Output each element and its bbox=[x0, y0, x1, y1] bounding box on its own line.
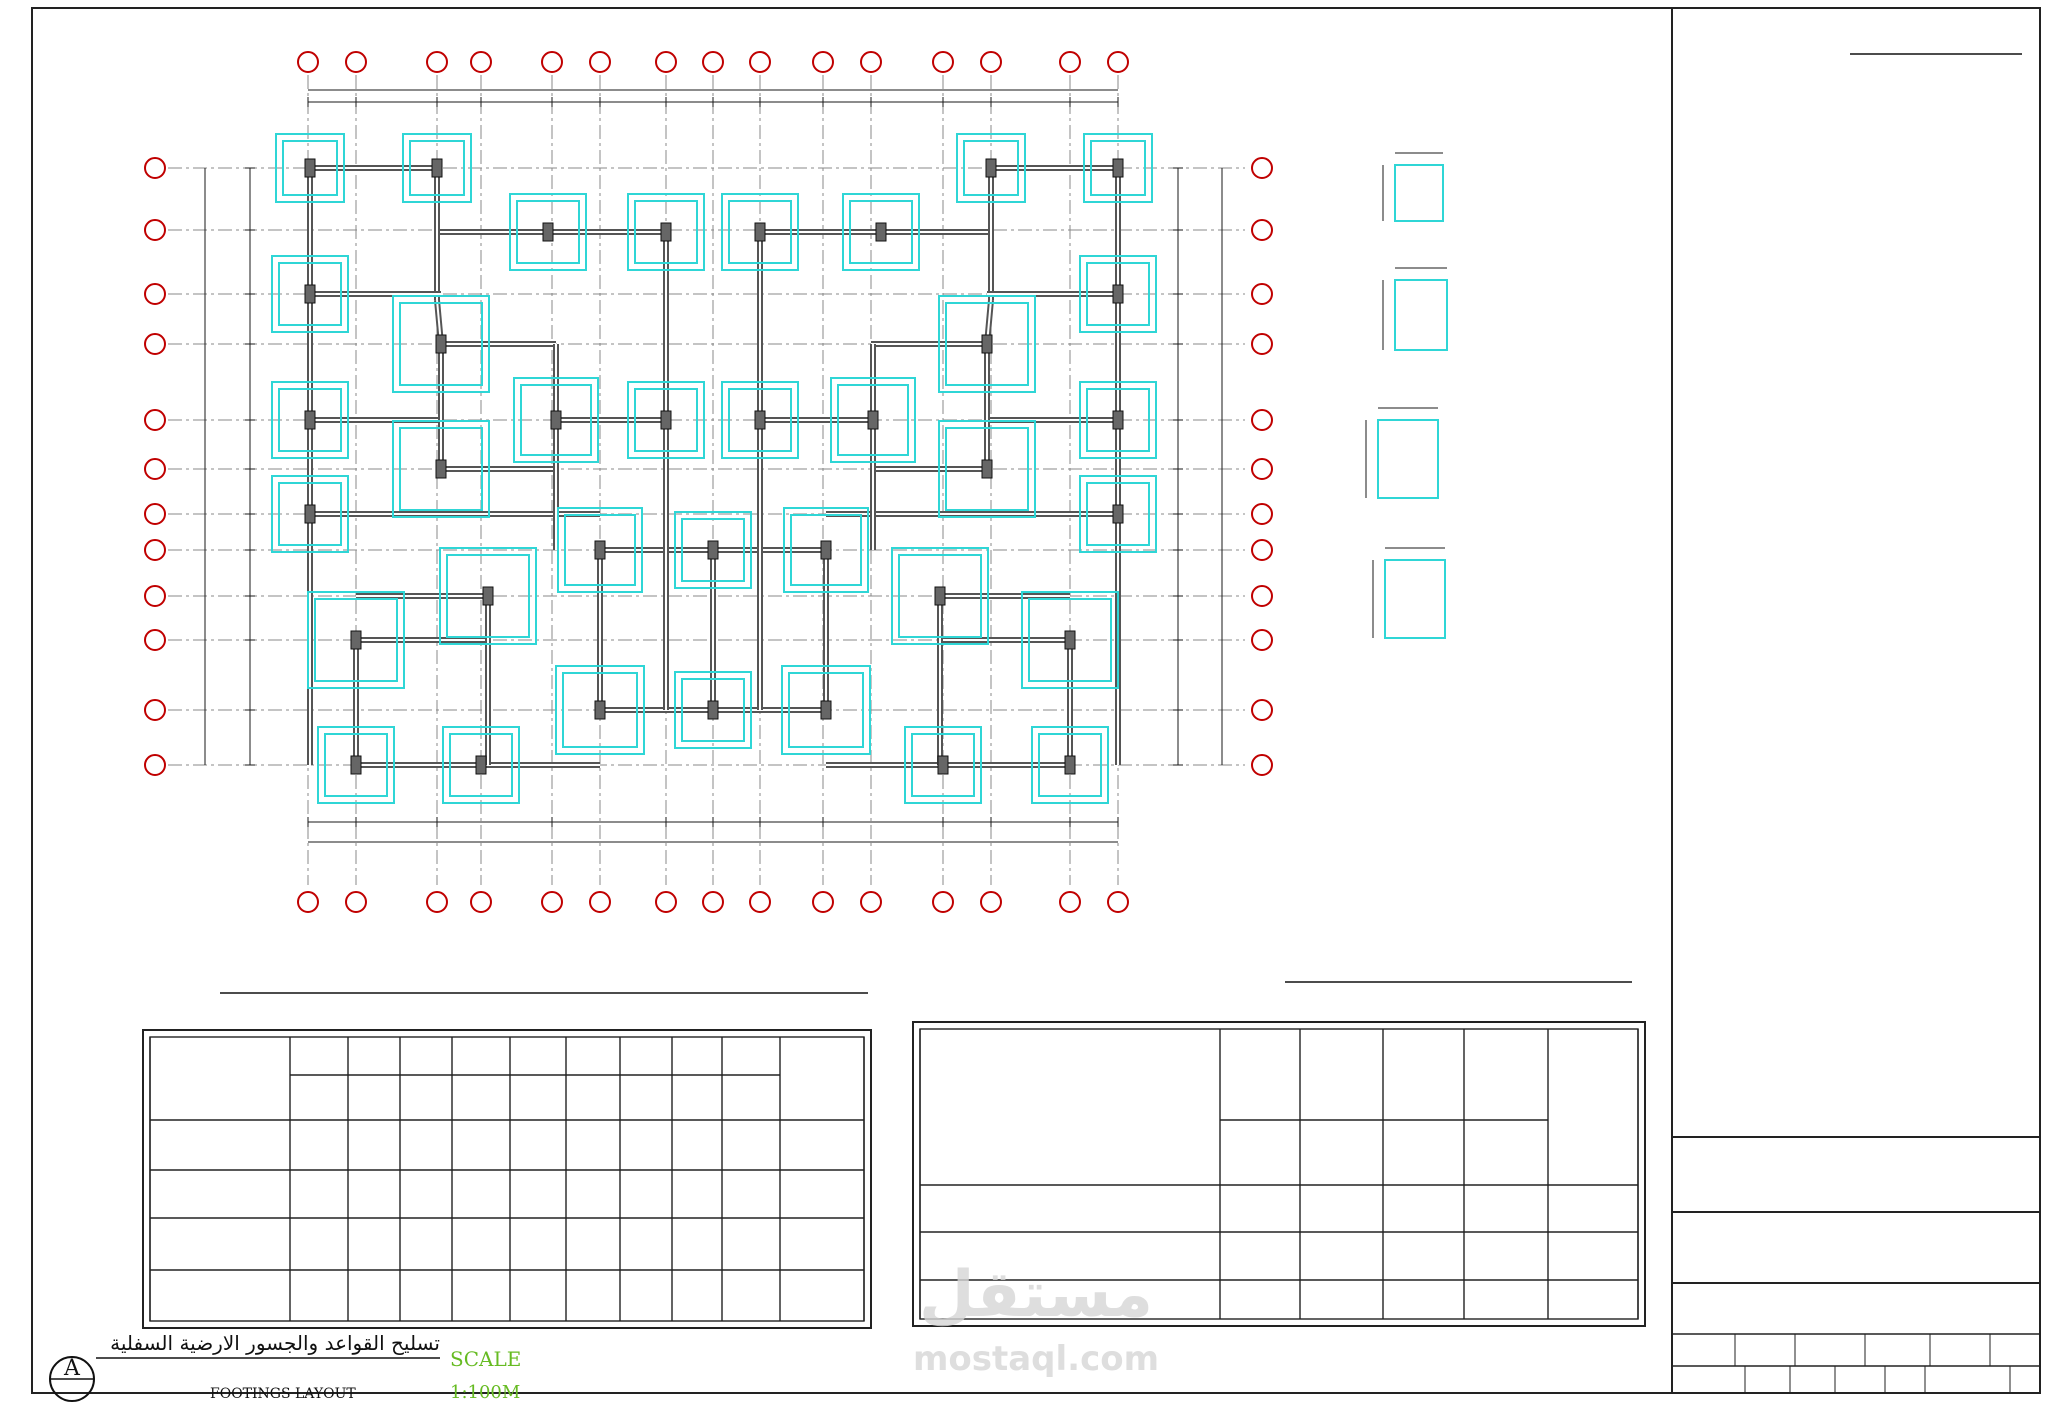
footing-shape bbox=[1385, 560, 1445, 638]
column bbox=[1113, 285, 1123, 303]
plan-title-ar: تسليح القواعد والجسور الارضية السفلية bbox=[110, 1331, 440, 1355]
grid-bubble-row bbox=[1252, 410, 1272, 430]
grid-bubble-row bbox=[1252, 158, 1272, 178]
column bbox=[1113, 505, 1123, 523]
column bbox=[436, 460, 446, 478]
column bbox=[1113, 159, 1123, 177]
grid-bubble-col bbox=[703, 52, 723, 72]
grid-bubble-col bbox=[427, 52, 447, 72]
grid-bubble-row bbox=[145, 459, 165, 479]
grid-bubble-col bbox=[1060, 52, 1080, 72]
grid-bubble-col bbox=[298, 892, 318, 912]
grid-bubble-row bbox=[1252, 630, 1272, 650]
column bbox=[868, 411, 878, 429]
column bbox=[982, 460, 992, 478]
grid-bubble-col bbox=[590, 52, 610, 72]
grid-bubble-row bbox=[1252, 755, 1272, 775]
column bbox=[1065, 631, 1075, 649]
grid-bubble-col bbox=[750, 892, 770, 912]
footings-plan bbox=[145, 52, 1272, 912]
grid-bubble-col bbox=[981, 52, 1001, 72]
detail-marker-letter: A bbox=[64, 1356, 80, 1381]
schedules bbox=[143, 982, 1645, 1328]
column bbox=[436, 335, 446, 353]
column bbox=[708, 541, 718, 559]
watermark-logo: مستقل bbox=[918, 1258, 1154, 1332]
grid-bubble-row bbox=[145, 755, 165, 775]
column bbox=[305, 411, 315, 429]
grid-bubble-row bbox=[1252, 284, 1272, 304]
grid-bubble-col bbox=[861, 52, 881, 72]
footing-shape bbox=[1395, 165, 1443, 221]
grid-bubble-row bbox=[1252, 586, 1272, 606]
grid-bubble-col bbox=[427, 892, 447, 912]
grid-bubble-row bbox=[145, 504, 165, 524]
grid-bubble-row bbox=[145, 700, 165, 720]
grid-bubble-col bbox=[1060, 892, 1080, 912]
grid-bubble-col bbox=[750, 52, 770, 72]
column bbox=[351, 756, 361, 774]
grid-bubble-col bbox=[471, 52, 491, 72]
title-block bbox=[1672, 1137, 2040, 1393]
grid-bubble-col bbox=[298, 52, 318, 72]
column bbox=[876, 223, 886, 241]
column bbox=[708, 701, 718, 719]
grid-bubble-col bbox=[981, 892, 1001, 912]
grid-bubble-col bbox=[590, 892, 610, 912]
column bbox=[1065, 756, 1075, 774]
column bbox=[755, 223, 765, 241]
column bbox=[755, 411, 765, 429]
footings-table-inner bbox=[150, 1037, 864, 1321]
column bbox=[821, 541, 831, 559]
grid-bubble-row bbox=[145, 284, 165, 304]
grid-bubble-row bbox=[145, 630, 165, 650]
column bbox=[595, 701, 605, 719]
grid-bubble-col bbox=[542, 52, 562, 72]
grid-bubble-row bbox=[1252, 220, 1272, 240]
grid-bubble-col bbox=[346, 892, 366, 912]
grid-bubble-col bbox=[813, 52, 833, 72]
grid-bubble-col bbox=[656, 892, 676, 912]
column bbox=[661, 411, 671, 429]
grid-bubble-row bbox=[1252, 700, 1272, 720]
grid-bubble-col bbox=[1108, 892, 1128, 912]
grid-bubble-col bbox=[933, 52, 953, 72]
grid-bubble-row bbox=[145, 410, 165, 430]
grid-bubble-row bbox=[1252, 504, 1272, 524]
grid-bubble-row bbox=[1252, 540, 1272, 560]
column bbox=[351, 631, 361, 649]
grid-bubble-col bbox=[542, 892, 562, 912]
grid-bubble-col bbox=[861, 892, 881, 912]
watermark-url: mostaql.com bbox=[912, 1339, 1160, 1379]
column bbox=[938, 756, 948, 774]
column bbox=[595, 541, 605, 559]
column bbox=[821, 701, 831, 719]
scale-label: SCALE bbox=[450, 1347, 522, 1371]
column bbox=[935, 587, 945, 605]
column bbox=[305, 285, 315, 303]
grid-bubble-row bbox=[145, 220, 165, 240]
column bbox=[543, 223, 553, 241]
grid-bubble-row bbox=[145, 334, 165, 354]
grid-bubble-col bbox=[346, 52, 366, 72]
grid-bubble-row bbox=[145, 540, 165, 560]
grid-bubble-col bbox=[1108, 52, 1128, 72]
column bbox=[1113, 411, 1123, 429]
plan-title-en: FOOTINGS LAYOUT bbox=[210, 1386, 356, 1402]
grid-bubble-col bbox=[471, 892, 491, 912]
grid-bubble-row bbox=[145, 158, 165, 178]
column bbox=[305, 159, 315, 177]
footing-shape bbox=[1395, 280, 1447, 350]
column bbox=[986, 159, 996, 177]
column bbox=[483, 587, 493, 605]
column bbox=[551, 411, 561, 429]
grid-bubble-row bbox=[1252, 459, 1272, 479]
grid-bubble-col bbox=[656, 52, 676, 72]
footing-shape bbox=[1378, 420, 1438, 498]
column bbox=[305, 505, 315, 523]
grid-bubble-col bbox=[703, 892, 723, 912]
column bbox=[661, 223, 671, 241]
column bbox=[982, 335, 992, 353]
footing-shapes-legend bbox=[1366, 153, 1447, 638]
grid-bubble-col bbox=[813, 892, 833, 912]
grid-bubble-row bbox=[145, 586, 165, 606]
column bbox=[432, 159, 442, 177]
grid-bubble-row bbox=[1252, 334, 1272, 354]
grid-bubble-col bbox=[933, 892, 953, 912]
column bbox=[476, 756, 486, 774]
scale-value: 1:100M bbox=[450, 1382, 521, 1403]
